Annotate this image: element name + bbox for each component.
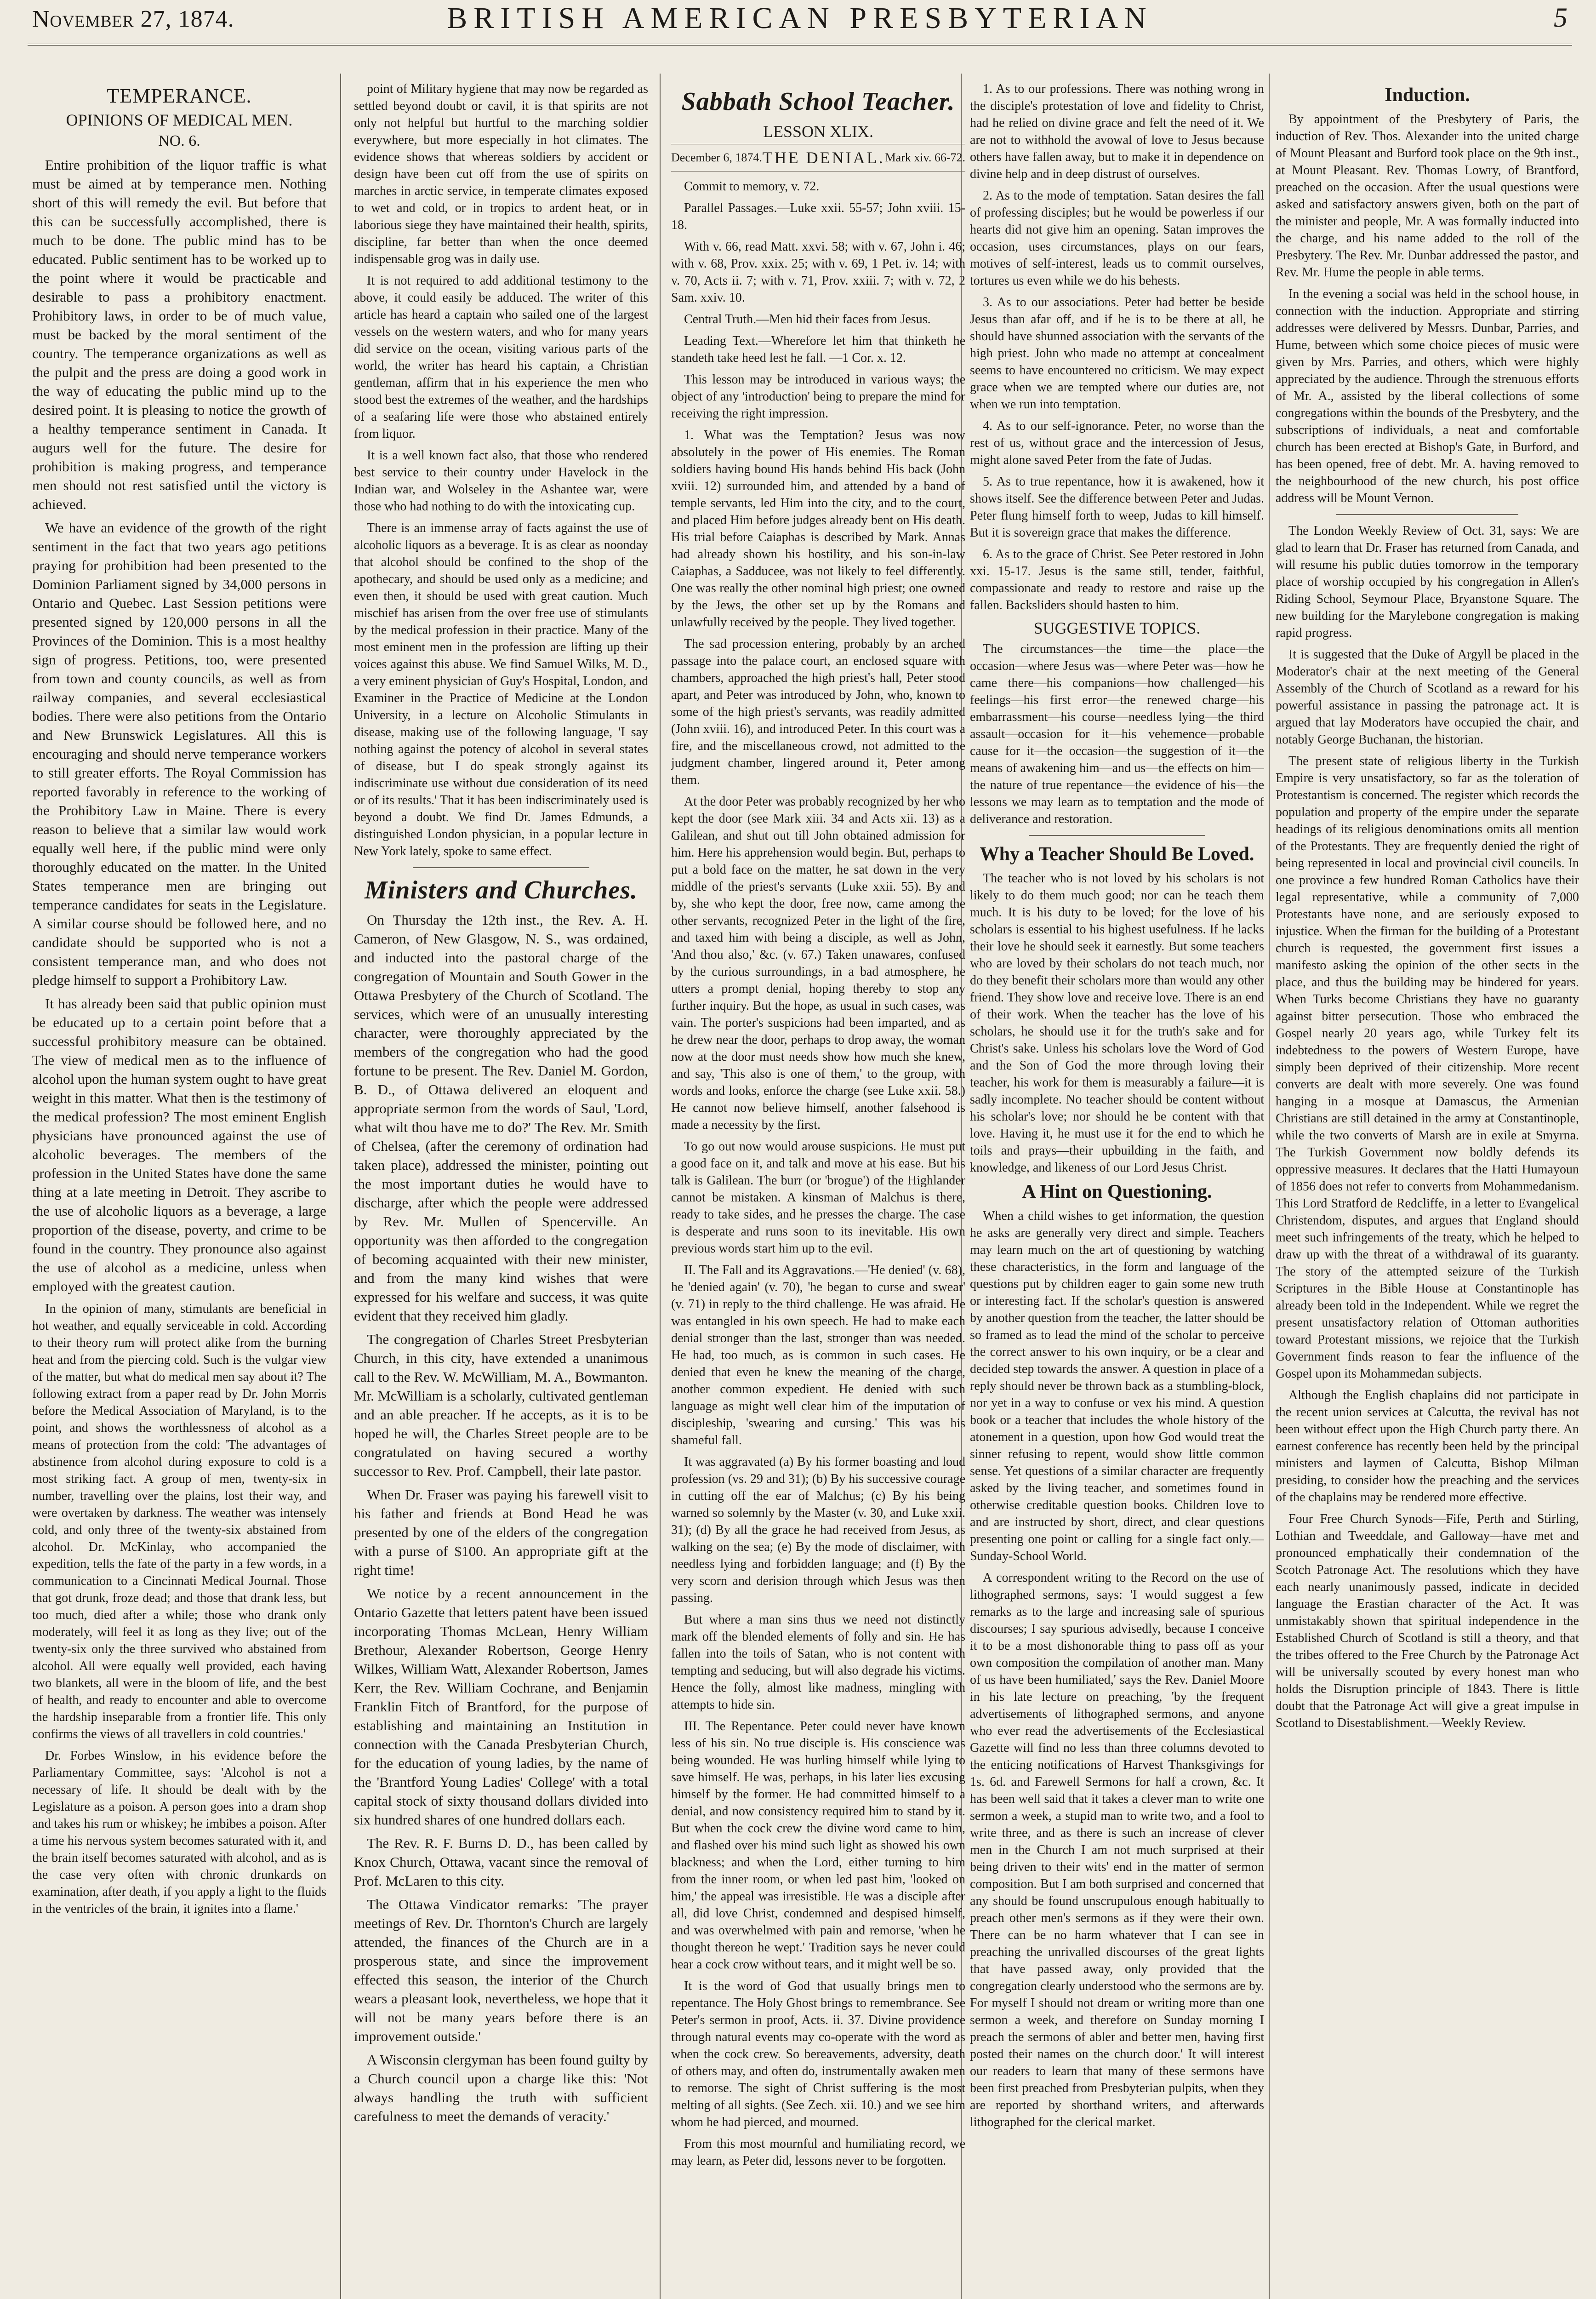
paragraph: In the evening a social was held in the school house, in connection with the induction. Appropriate and stirring addresses were delivered by Messrs. Dunbar, Parries, and Hume, between which some choice pieces of music were given by Mrs. Parries, and others, which were highly appreciated by the audience. Through the strenuous efforts of Mr. A., assisted by the liberal collections of some congregations within the bounds of the Presbytery, and the subscriptions of individuals, a neat and comfortable church has been erected at Bishop's Gate, in Burford, and has been opened, free of debt. Mr. A. having removed to the neighbourhood of the new church, his post office address will be Mount Vernon.: [1276, 287, 1579, 505]
masthead-rule: [28, 44, 1572, 46]
lesson-info-row: [671, 144, 965, 172]
lesson-date: December 6, 1874.: [671, 151, 762, 164]
paragraph: It is suggested that the Duke of Argyll be placed in the Moderator's chair at the next meeting of the General Assembly of the Church of Scotland as a reward for his powerful assistance in passing the patronage act. It is argued that lay Moderators have occupied the chair, and notably George Buchanan, the historian.: [1276, 647, 1579, 747]
paragraph: On Thursday the 12th inst., the Rev. A. H. Cameron, of New Glasgow, N. S., was ordained, and inducted into the pastoral charge of the congregation of Mountain and South Gower in the Ottawa Presbytery of the Church of Scotland. The services, which were of an unusually interesting character, were thoroughly appreciated by the members of the congregation who had the good fortune to be present. The Rev. Daniel M. Gordon, B. D., of Ottawa delivered an eloquent and appropriate sermon from the words of Saul, 'Lord, what wilt thou have me to do?' The Rev. Mr. Smith of Chelsea, (after the ceremony of ordination had taken place), addressed the minister, pointing out the most important duties he would have to discharge, after which the people were addressed by Rev. Mr. Mullen of Spencerville. An opportunity was then afforded to the congregation of becoming acquainted with their new minister, and from the many kind wishes that were expressed for his welfare and success, it was quite evident that they received him gladly.: [354, 912, 648, 1324]
paragraph: point of Military hygiene that may now be regarded as settled beyond doubt or cavil, it is that spirits are not only not helpful but hurtful to the marching soldier everywhere, but more especially in hot climates. The evidence shows that whereas soldiers by accident or design have been cut off from the use of spirits on marches in arctic service, in temperate climates exposed to wet and cold, or in tropics to ardent heat, or in laborious siege they have maintained their health, spirits, discipline, far better than when the once deemed indispensable grog was in daily use.: [354, 82, 648, 266]
paragraph: 5. As to true repentance, how it is awakened, how it shows itself. See the difference between Peter and Judas. Peter flung himself forth to weep, Judas to kill himself. But it is sovereign grace that makes the difference.: [970, 475, 1264, 540]
issue-date: November 27, 1874.: [32, 6, 234, 32]
temperance-subheading: OPINIONS OF MEDICAL MEN.: [66, 111, 293, 129]
paragraph: In the opinion of many, stimulants are beneficial in hot weather, and equally serviceable in cold. According to their theory rum will protect alike from the burning heat and from the piercing cold. Such is the vulgar view of the matter, but what do medical men say about it? The following extract from a paper read by Dr. John Morris before the Medical Association of Maryland, is to the point, and shows the worthlessness of alcohol as a means of protection from the cold: 'The advantages of abstinence from alcohol during exposure to cold is a most striking fact. A group of men, twenty-six in number, travelling over the plains, lost their way, and were overtaken by darkness. The weather was intensely cold, and only three of the twenty-six abstained from alcohol. Dr. McKinlay, who accompanied the expedition, tells the fate of the party in a few words, in a communication to a Cincinnati Medical Journal. Those that got drunk, froze dead; and those that drank less, but too much, died after a while; those who drank only moderately, will feel it as long as they live; out of the twenty-six only the three survived who abstained from alcohol. All were equally well provided, each having two blankets, all were in the bloom of life, and the best of health, and ready to encounter and able to overcome the hardship inseparable from a frontier life. This only confirms the views of all travellers in cold countries.': [32, 1302, 326, 1741]
temperance-heading: TEMPERANCE.: [107, 85, 252, 107]
lesson-topic: THE DENIAL.: [762, 149, 885, 167]
paragraph: A Wisconsin clergyman has been found guilty by a Church council upon a charge like this: 'Not always handling the truth with sufficient carefulness to meet the demands of veracity.': [354, 2052, 648, 2124]
column-2: [354, 80, 648, 2299]
paragraph: The Rev. R. F. Burns D. D., has been called by Knox Church, Ottawa, vacant since the removal of Prof. McLaren to this city.: [354, 1835, 648, 1889]
teacher-loved-heading: Why a Teacher Should Be Loved.: [980, 844, 1254, 865]
paragraph: When Dr. Fraser was paying his farewell visit to his father and friends at Bond Head he was presented by one of the elders of the congregation with a purse of $100. An appropriate gift at the right time!: [354, 1487, 648, 1578]
paragraph: To go out now would arouse suspicions. He must put a good face on it, and talk and move at his ease. But his talk is Galilean. The burr (or 'brogue') of the Highlander cannot be mistaken. A kinsman of Malchus is there, ready to take sides, and he presses the charge. The case is desperate and runs soon to its inevitable. His own previous words start him up to the evil.: [671, 1139, 965, 1256]
suggestive-topics-heading: SUGGESTIVE TOPICS.: [1033, 619, 1201, 637]
paragraph: We notice by a recent announcement in the Ontario Gazette that letters patent have been issued incorporating Thomas McLean, Henry William Brethour, Alexander Robertson, George Henry Wilkes, William Watt, Alexander Robertson, James Kerr, the Rev. William Cochrane, and Benjamin Franklin Fitch of Brantford, for the purpose of establishing and maintaining an Institution in connection with the Canada Presbyterian Church, for the education of young ladies, by the name of the 'Brantford Young Ladies' College' with a total capital stock of sixty thousand dollars divided into six hundred shares of one hundred dollars each.: [354, 1585, 648, 1828]
paragraph: This lesson may be introduced in various ways; the object of any 'introduction' being to prepare the mind for receiving the right impression.: [671, 372, 965, 421]
induction-heading: Induction.: [1385, 85, 1470, 106]
column-4: [970, 80, 1264, 2299]
paragraph: Entire prohibition of the liquor traffic is what must be aimed at by temperance men. Nothing short of this will remedy the evil. But before that this can be successfully accomplished, there is much to be done. The public mind has to be educated. Public sentiment has to be worked up to the point where it would be practicable and desirable to pass a prohibitory enactment. Prohibitory laws, in order to be of much value, must be backed by the moral sentiment of the country. The temperance organizations as well as the pulpit and the press are doing a good work in the way of educating the public mind up to the desired point. It is pleasing to notice the growth of a healthy temperance sentiment in Canada. It augurs well for the future. The desire for prohibition is making progress, and temperance men should not rest satisfied until the victory is achieved.: [32, 157, 326, 512]
page-number: 5: [1554, 2, 1568, 33]
paragraph: Four Free Church Synods—Fife, Perth and Stirling, Lothian and Tweeddale, and Galloway—have met and pronounced emphatically their condemnation of the Scotch Patronage Act. The resolutions which they have each nearly unanimously passed, indicate in decided language the Erastian character of the Act. It was unmistakably shown that spiritual independence in the Established Church of Scotland is still a theory, and that the tribes offered to the Free Church by the Patronage Act will be universally scouted by every honest man who holds the Disruption principle of 1843. There is little doubt that the Patronage Act will give a great impulse in Scotland to Disestablishment.—Weekly Review.: [1276, 1512, 1579, 1730]
paragraph: With v. 66, read Matt. xxvi. 58; with v. 67, John i. 46; with v. 68, Prov. xxix. 25; with v. 69, 1 Pet. iv. 14; with v. 70, Acts ii. 7; with v. 71, Prov. xxiii. 7; with v. 72, 2 Sam. xxiv. 10.: [671, 240, 965, 305]
section-rule: [413, 867, 589, 868]
paragraph: The present state of religious liberty in the Turkish Empire is very unsatisfactory, so far as the toleration of Protestantism is concerned. The register which records the population and property of the empire under the separate headings of its religious denominations omits all mention of the Protestants. They are frequently denied the right of being represented in local and provincial civil councils. In one province a few hundred Roman Catholics have their legal representative, while a community of 7,000 Protestants have none, and are seriously exposed to injustice. When the firman for the building of a Protestant church is requested, the government first issues a manifesto asking the opinion of the other sects in the place, and thus the building may be hindered for years. When Turks become Christians they have no guaranty against bitter persecution. Those who embraced the Gospel nearly 20 years ago, while Turkey felt its indebtedness to the powers of Western Europe, have simply been deprived of their citizenship. More recent converts are dealt with more severely. One was found hanging in a mosque at Damascus, the Armenian Christians are still detained in the army at Constantinople, while the two converts of Marsh are in exile at Smyrna. The Turkish Government now boldly defends its oppressive measures. It declares that the Hatti Humayoun of 1856 does not refer to converts from Mohammedanism. This Lord Stratford de Redcliffe, in a letter to Evangelical Christendom, disputes, and argues that England should meet such infringements of the treaty, which he helped to draw up with the threat of a withdrawal of its guaranty. The story of the attempted seizure of the Turkish Scriptures in the Bible House at Constantinople has already been told in the Independent. While we regret the present unsatisfactory relation of Ottoman authorities toward Protestant missions, we rejoice that the Turkish Government finds reason to fear the influence of the Gospel upon its Mohammedan subjects.: [1276, 754, 1579, 1381]
column-divider: [660, 74, 661, 2299]
paragraph: It was aggravated (a) By his former boasting and loud profession (vs. 29 and 31); (b) By his successive courage in cutting off the ear of Malchus; (c) By his being warned so solemnly by the Master (v. 30, and Luke xxii. 31); (d) By all the grace he had received from Jesus, as walking on the sea; (e) By the mode of disclaimer, with needless lying and forbidden language; and (f) By the very scorn and derision through which Jesus was then passing.: [671, 1455, 965, 1605]
paragraph: The circumstances—the time—the place—the occasion—where Jesus was—where Peter was—how he came there—his companions—how challenged—his feelings—his first error—the renewed charge—his embarrassment—his course—needless lying—the third assault—occasion for it—his vehemence—probable cause for it—the occasion—the suggestion of it—the means of awakening him—and us—the effects on him—the nature of true repentance—the evidence of his—the lessons we may learn as to temptation and the mode of deliverance and restoration.: [970, 642, 1264, 826]
article-number: NO. 6.: [158, 132, 200, 149]
paragraph: It is a well known fact also, that those who rendered best service to their country under Havelock in the Indian war, and Wolseley in the Ashantee war, were those who had nothing to do with the intoxicating cup.: [354, 448, 648, 514]
paragraph: Commit to memory, v. 72.: [684, 179, 820, 194]
paragraph: 2. As to the mode of temptation. Satan desires the fall of professing disciples; but he would be powerless if our hearts did not give him an opening. Satan improves the occasion, uses circumstances, plays on our fears, motives of self-interest, leads us to commit ourselves, tortures us even while we do his behests.: [970, 189, 1264, 288]
column-5: [1276, 80, 1579, 2299]
paragraph: 1. What was the Temptation? Jesus was now absolutely in the power of His enemies. The Roman soldiers having bound His hands behind His back (John xviii. 12) surrounded him, and attended by a band of temple servants, led Him into the city, and to the court, and placed Him before judges already bent on His death. His trial before Caiaphas is described by Mark. Annas had already shown his hostility, and his son-in-law Caiaphas, a Sadducee, was not likely to feel differently. One was really the other nominal high priest; one owned by the Jews, the other set up by the Romans and unlawfully received by the people. They lived together.: [671, 428, 965, 629]
paragraph: Dr. Forbes Winslow, in his evidence before the Parliamentary Committee, says: 'Alcohol is not a necessary of life. It should be dealt with by the Legislature as a poison. A person goes into a dram shop and takes his rum or whiskey; he imbibes a poison. After a time his nervous system becomes saturated with it, and the brain itself becomes saturated with alcohol, and as is the case very often with chronic drunkards on examination, after death, if you apply a light to the fluids in the ventricles of the brain, it ignites into a flame.': [32, 1749, 326, 1916]
paragraph: We have an evidence of the growth of the right sentiment in the fact that two years ago petitions praying for prohibition had been presented to the Dominion Parliament signed by 34,000 persons in Ontario and Quebec. Last Session petitions were presented signed by 120,000 persons in all the Provinces of the Dominion. This is a most healthy sign of progress. Petitions, too, were presented from town and county councils, as well as from railway companies, and several ecclesiastical bodies. There were also petitions from the Ontario and New Brunswick Legislatures. All this is encouraging and should nerve temperance workers to still greater efforts. The Royal Commission has reported favorably in reference to the working of the Prohibitory Law in Maine. There is every reason to believe that a similar law would work equally well here, if the public mind were only thoroughly educated on the matter. In the United States temperance men are bringing out temperance candidates for seats in the Legislature. A similar course should be followed here, and no candidate should be supported who is not a consistent temperance man, and who does not pledge himself to support a Prohibitory Law.: [32, 520, 326, 988]
paragraph: But where a man sins thus we need not distinctly mark off the blended elements of folly and sin. He has fallen into the toils of Satan, who is not content with tempting and seducing, but will also degrade his victims. Hence the folly, almost like madness, mingling with attempts to hide sin.: [671, 1613, 965, 1712]
paragraph: A correspondent writing to the Record on the use of lithographed sermons, says: 'I would suggest a few remarks as to the large and increasing sale of spurious discourses; I say spurious advisedly, because I conceive it to be a most dishonorable thing to pass off as your own composition the compilation of another man. Many of us have been humiliated,' says the Rev. Daniel Moore in his late lecture on preaching, 'by the frequent advertisements of lithographed sermons, and anyone who ever read the advertisements of the Ecclesiastical Gazette will find no less than three columns devoted to the enticing notifications of Harvest Thanksgivings for 1s. 6d. and Farewell Sermons for half a crown, &c. It has been well said that it takes a clever man to write one sermon a week, a stupid man to write two, and a fool to write three, and as there is such an increase of clever men in the Church I am not much surprised at their being driven to their wits' end in the matter of sermon composition. But I am both surprised and concerned that any should be found unscrupulous enough habitually to preach other men's sermons as if they were their own. There can be no harm whatever that I can see in preaching the unrivalled discourses of the great lights that have passed away, only provided that the congregation clearly understood who the sermons are by. For myself I should not dream or writing more than one sermon a week, and therefore on Sunday morning I preach the sermons of abler and better men, having first posted their names on the church door.' It will interest our readers to learn that many of these sermons have been first preached from Presbyterian pulpits, when they are reported by shorthand writers, and afterwards lithographed for the clerical market.: [970, 1571, 1264, 2129]
paragraph: 3. As to our associations. Peter had better be beside Jesus than afar off, and if he is to be there at all, he should have shunned association with the servants of the high priest. John who made no attempt at concealment seems to have encountered no criticism. We may expect grace when we are tempted where our duties are, not when we run into temptation.: [970, 295, 1264, 412]
paragraph: Parallel Passages.—Luke xxii. 55-57; John xviii. 15-18.: [671, 201, 965, 232]
sabbath-school-heading: Sabbath School Teacher.: [681, 87, 955, 116]
column-divider: [340, 74, 341, 2299]
paragraph: When a child wishes to get information, the question he asks are generally very direct and simple. Teachers may learn much on the art of questioning by watching these characteristics, in the form and language of the questions put by children eager to gain some new truth or interesting fact. If the scholar's question is answered by another question from the teacher, the latter should be so framed as to lead the mind of the scholar to perceive the correct answer to his own inquiry, or be a clear and decided step towards the answer. A question in place of a reply should never be thrown back as a stumbling-block, nor yet in a way to confuse or vex his mind. A question book or a teacher that includes the whole history of the atonement in a question, upon how God would treat the sinner refusing to repent, would show little common sense. Yet questions of a similar character are frequently asked by the living teacher, and sometimes found in otherwise creditable question books. Children love to and are instructed by short, direct, and clear questions presenting one point or calling for a single fact only.—Sunday-School World.: [970, 1209, 1264, 1563]
paragraph: III. The Repentance. Peter could never have known less of his sin. No true disciple is. His conscience was being wounded. He was hurling himself while lying to save himself. He was, perhaps, in his later lies excusing himself by the former. He had committed himself to a denial, and now consistency required him to stand by it. But when the cock crew the divine word came to him, and flashed over his mind such light as showed his own blackness; and when the Lord, either turning to him from the inner room, or when led past him, 'looked on him,' the appeal was irresistible. He was a disciple after all, did love Christ, condemned and despised himself, and was overwhelmed with pain and remorse, 'when he thought thereon he wept.' Tradition says he never could hear a cock crow without tears, and it might well be so.: [671, 1719, 965, 1972]
lesson-reference: Mark xiv. 66-72.: [885, 151, 965, 164]
section-rule: [1029, 835, 1205, 836]
paragraph: The London Weekly Review of Oct. 31, says: We are glad to learn that Dr. Fraser has returned from Canada, and will resume his public duties tomorrow in the temporary place of worship occupied by his congregation in Allen's Riding School, Seymour Place, Bryanstone Square. The new building for the Marylebone congregation is making rapid progress.: [1276, 524, 1579, 640]
paragraph: It has already been said that public opinion must be educated up to a certain point before that a successful prohibitory measure can be obtained. The view of medical men as to the influence of alcohol upon the human system ought to have great weight in this matter. What then is the testimony of the medical profession? The most eminent English physicians have pronounced against the use of alcoholic beverages. The members of the profession in the United States have done the same thing at a late meeting in Detroit. They ascribe to the use of alcoholic liquors as a beverage, a large proportion of the disease, poverty, and crime to be found in the country. They pronounce also against the use of alcohol as a medicine, unless when employed with the greatest caution.: [32, 995, 326, 1294]
ministers-churches-heading: Ministers and Churches.: [364, 876, 638, 904]
paragraph: Although the English chaplains did not participate in the recent union services at Calcutta, the revival has not been without effect upon the High Church party there. An earnest conference has recently been held by the principal ministers and laymen of Calcutta, Bishop Milman presiding, to consider how the preaching and the services of the chaplains may be rendered more effective.: [1276, 1388, 1579, 1504]
paragraph: Leading Text.—Wherefore let him that thinketh he standeth take heed lest he fall. —1 Cor. x. 12.: [671, 334, 965, 365]
questioning-heading: A Hint on Questioning.: [1022, 1181, 1212, 1202]
paragraph: II. The Fall and its Aggravations.—'He denied' (v. 68), he 'denied again' (v. 70), 'he began to curse and swear' (v. 71) in reply to the third challenge. He was afraid. He was entangled in his own speech. He had to make each denial stronger than the last, stronger than was needed. He had, too much, as is common in such cases. He denied that even he knew the meaning of the charge, another common expedient. He denied with such language as might well clear him of the imputation of discipleship, 'swearing and cursing.' This was his shameful fall.: [671, 1263, 965, 1447]
lesson-title: LESSON XLIX.: [763, 122, 873, 141]
paragraph: There is an immense array of facts against the use of alcoholic liquors as a beverage. It is as clear as noonday that alcohol should be confined to the shop of the apothecary, and should be used only as a medicine; and even then, it should be used with great caution. Much mischief has arisen from the over free use of stimulants by the medical profession in their practice. Many of the most eminent men in the profession are lifting up their voices against this abuse. We find Samuel Wilks, M. D., a very eminent physician of Guy's Hospital, London, and Examiner in the Practice of Medicine at the London University, in a lecture on Alcoholic Stimulants in disease, making use of the following language, 'I say nothing against the potency of alcohol in several states of disease, but I do speak strongly against its indiscriminate use without due consideration of its need or of its results.' That it has been indiscriminately used is beyond a doubt. We find Dr. James Edmunds, a distinguished London physician, in a popular lecture in New York lately, spoke to same effect.: [354, 521, 648, 858]
paragraph: The congregation of Charles Street Presbyterian Church, in this city, have extended a unanimous call to the Rev. W. McWilliam, M. A., Bowmanton. Mr. McWilliam is a scholarly, cultivated gentleman and an able preacher. If he accepts, as it is to be hoped he will, the Charles Street people are to be congratulated on having secured a worthy successor to Rev. Prof. Campbell, their late pastor.: [354, 1331, 648, 1479]
paragraph: 6. As to the grace of Christ. See Peter restored in John xxi. 15-17. Jesus is the same still, tender, faithful, compassionate and ready to restore and raise up the fallen. Backsliders should hasten to him.: [970, 547, 1264, 612]
paragraph: 1. As to our professions. There was nothing wrong in the disciple's protestation of love and fidelity to Christ, had he relied on divine grace and felt the need of it. We are not to withhold the avowal of love to Jesus because others have fallen away, but to make it in dependence on divine help and in deep distrust of ourselves.: [970, 82, 1264, 181]
paragraph: Central Truth.—Men hid their faces from Jesus.: [684, 312, 931, 326]
masthead: [18, 0, 1581, 51]
paragraph: It is not required to add additional testimony to the above, it could easily be adduced. The writer of this article has heard a captain who sailed one of the largest vessels on the western waters, and who for many years did service on the ocean, visiting various parts of the world, the writer has heard his captain, a Christian gentleman, affirm that in his experience the men who stood best the extremes of the weather, and the hardships of a seafaring life were those who abstained entirely from liquor.: [354, 274, 648, 441]
column-divider: [1269, 74, 1270, 2299]
paragraph: At the door Peter was probably recognized by her who kept the door (see Mark xiii. 34 and Acts xii. 13) as a Galilean, and shut out till John obtained admission for him. Here his apprehension would begin. But, perhaps to put a bold face on the matter, he sat down in the very middle of the priest's servants (Luke xxii. 55). By and by, she who kept the door, free now, came among the other servants, recognized Peter in the light of the fire, and taxed him with being a disciple, as well as John, 'And thou also,' &c. (v. 67.) Taken unawares, confused by the curious surroundings, in a bad atmosphere, he utters a prompt denial, hoping thereby to stop any further inquiry. But the hope, as usual in such cases, was vain. The porter's suspicions had been imparted, and as he drew near the door, perhaps to drop away, the woman now at the door must needs show how much she knew, and say, 'This also is one of them,' to the group, with words and looks, enforce the charge (see Luke xxii. 58.) He cannot now believe himself, another falsehood is made a necessity by the first.: [671, 795, 965, 1132]
section-rule: [1336, 514, 1518, 515]
paragraph: The sad procession entering, probably by an arched passage into the palace court, an enclosed square with chambers, approached the high priest's hall, Peter stood apart, and Peter was introduced by John, who, known to some of the high priest's servants, was readily admitted (John xviii. 16), and introduced Peter. In this court was a fire, and the miscellaneous crowd, not admitted to the judgment chamber, lingered around it, Peter among them.: [671, 637, 965, 787]
paragraph: From this most mournful and humiliating record, we may learn, as Peter did, lessons never to be forgotten.: [671, 2137, 965, 2168]
paragraph: It is the word of God that usually brings men to repentance. The Holy Ghost brings to remembrance. See Peter's sermon in proof, Acts. ii. 37. Divine providence through natural events may co-operate with the word as when the cock crew. So bereavements, adversity, death of others may, and often do, instrumentally awaken men to remorse. The sight of Christ suffering is the most melting of all sights. (See Zech. xii. 10.) and we see him whom he had pierced, and mourned.: [671, 1979, 965, 2129]
paragraph: The Ottawa Vindicator remarks: 'The prayer meetings of Rev. Dr. Thornton's Church are largely attended, the finances of the Church are in a prosperous state, and since the improvement effected this season, the interior of the Church wears a pleasant look, nevertheless, we hope that it will not be many years before there is an improvement outside.': [354, 1896, 648, 2044]
column-1: [32, 80, 326, 2299]
paragraph: The teacher who is not loved by his scholars is not likely to do them much good; nor can he teach them much. It is his duty to be loved; for the love of his scholars is essential to his highest usefulness. If he lacks their love he should seek it earnestly. But some teachers who are loved by their scholars do not teach much, nor do they benefit their scholars more than would any other friend. They show love and receive love. There is an end of their work. When the teacher has the love of his scholars, he should use it for the truth's sake and for Christ's sake. Unless his scholars love the Word of God and the Son of God the more through loving their teacher, his work for them is measurably a failure—it is sadly incomplete. No teacher should be content without his scholar's love; nor should he be content with that love. Having it, he must use it for the end to which he toils and prays—their upbuilding in the faith, and knowledge, and likeness of our Lord Jesus Christ.: [970, 871, 1264, 1175]
paragraph: 4. As to our self-ignorance. Peter, no worse than the rest of us, without grace and the intercession of Jesus, might alone saved Peter from the fate of Judas.: [970, 419, 1264, 467]
paragraph: By appointment of the Presbytery of Paris, the induction of Rev. Thos. Alexander into the united charge of Mount Pleasant and Burford took place on the 9th inst., at Mount Pleasant. Rev. Thomas Lowry, of Brantford, preached on the occasion. After the usual questions were asked and satisfactory answers given, both on the part of the minister and people, Mr. A was formally inducted into the charge, and his name added to the roll of the Presbytery. The Rev. Mr. Dunbar addressed the pastor, and Rev. Mr. Hume the people in able terms.: [1276, 112, 1579, 280]
newspaper-title: BRITISH AMERICAN PRESBYTERIAN: [447, 1, 1153, 35]
column-3: [671, 80, 965, 2299]
